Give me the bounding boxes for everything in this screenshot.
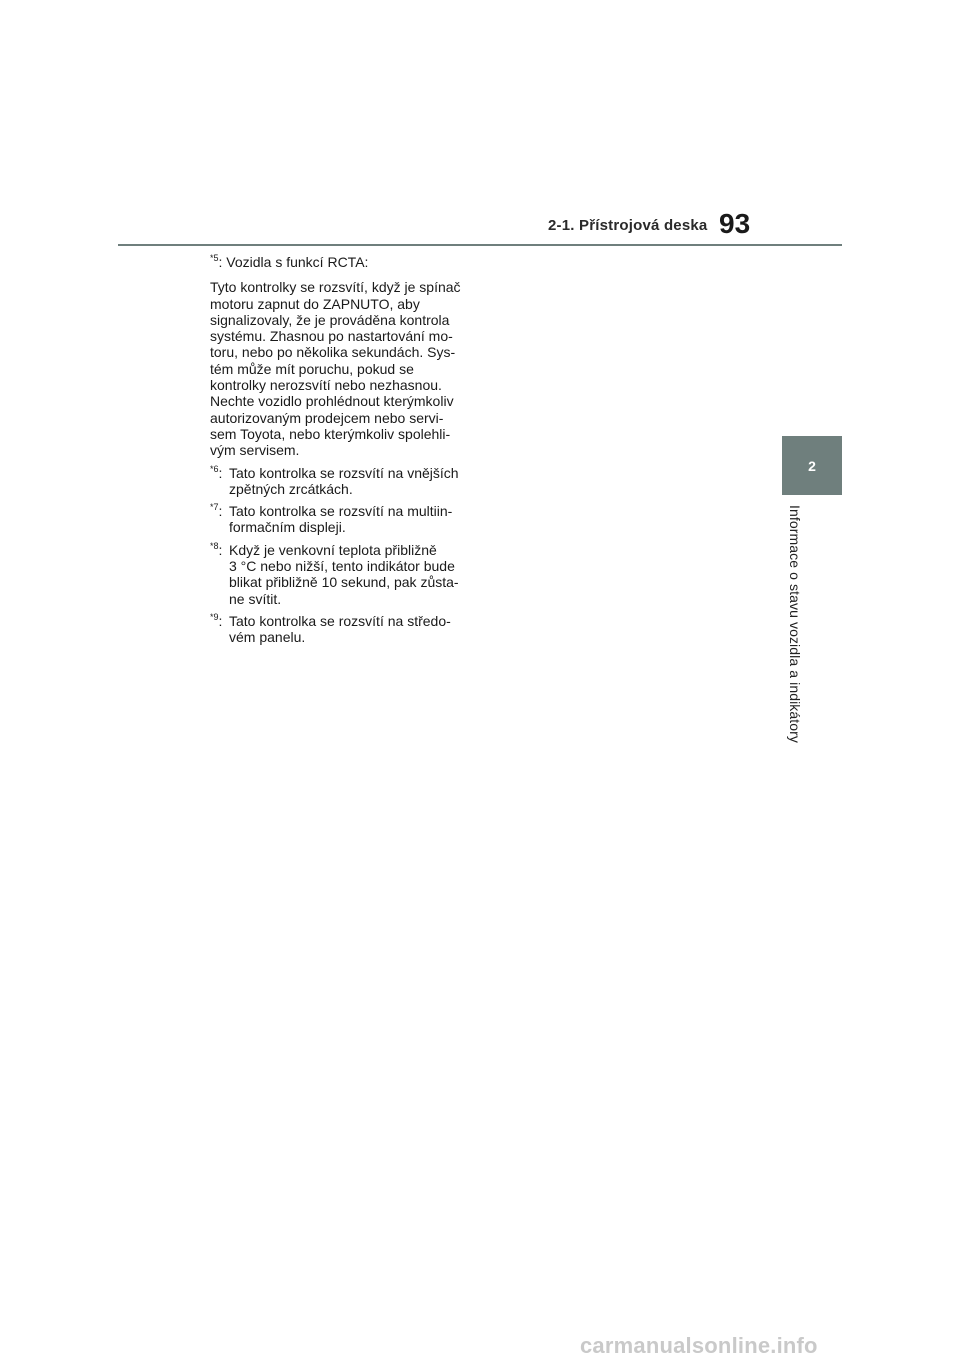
body-line: signalizovaly, že je prováděna kontrola <box>210 311 450 328</box>
footnote-marker: $^{*6}$: <box>210 463 223 481</box>
footnote-line: blikat přibližně 10 sekund, pak zůsta- <box>229 574 459 591</box>
body-line: autorizovaným prodejcem nebo servi- <box>210 409 444 426</box>
footnote-item <box>210 542 468 607</box>
page-content <box>210 254 468 652</box>
footnote-marker-number: *7 <box>210 502 219 513</box>
footnote-marker: $^{*7}$: <box>210 502 223 520</box>
footnote-line: Tato kontrolka se rozsvítí na středo- <box>229 612 451 629</box>
footnote-item <box>210 465 468 498</box>
footnote-line: formačním displeji. <box>229 519 346 536</box>
footnote-marker: *5 <box>210 253 219 263</box>
footnote-label-text: : Vozidla s funkcí RCTA: <box>218 254 369 270</box>
footnote-line: Tato kontrolka se rozsvítí na multiin- <box>229 503 453 520</box>
footnote-line: Tato kontrolka se rozsvítí na vnějších <box>229 464 459 481</box>
body-line: kontrolky nerozsvítí nebo nezhasnou. <box>210 377 442 394</box>
body-line: sem Toyota, nebo kterýmkoliv spolehli- <box>210 425 451 442</box>
header-rule <box>118 244 842 246</box>
chapter-tab[interactable] <box>782 436 842 495</box>
footnote-5-body <box>210 279 468 458</box>
body-line: vým servisem. <box>210 442 300 459</box>
page-number: 93 <box>719 208 751 239</box>
section-title: 2-1. Přístrojová deska <box>548 217 708 234</box>
body-line: Nechte vozidlo prohlédnout kterýmkoliv <box>210 393 454 410</box>
footnote-marker-number: *6 <box>210 463 219 474</box>
footnote-line: Když je venkovní teplota přibližně <box>229 541 437 558</box>
body-line: systému. Zhasnou po nastartování mo- <box>210 328 453 345</box>
footnote-item <box>210 503 468 536</box>
footnote-marker: $^{*8}$: <box>210 540 223 558</box>
chapter-label: Informace o stavu vozidla a indikátory <box>787 505 803 744</box>
footnote-marker: $^{*9}$: <box>210 611 223 629</box>
footnote-marker-number: *9 <box>210 611 219 622</box>
footnote-line: ne svítit. <box>229 590 282 607</box>
footnote-item <box>210 613 468 646</box>
body-line: motoru zapnut do ZAPNUTO, aby <box>210 295 420 312</box>
body-line: toru, nebo po několika sekundách. Sys- <box>210 344 456 361</box>
footnote-line: vém panelu. <box>229 629 306 646</box>
footnote-list <box>210 465 468 646</box>
body-line: tém může mít poruchu, pokud se <box>210 360 414 377</box>
footnote-line: 3 °C nebo nižší, tento indikátor bude <box>229 558 455 575</box>
watermark: carmanualsonline.info <box>580 1333 818 1358</box>
footnote-line: zpětných zrcátkách. <box>229 480 353 497</box>
chapter-number: 2 <box>808 458 816 474</box>
body-line: Tyto kontrolky se rozsvítí, když je spínač <box>210 279 461 296</box>
footnote-marker-number: *8 <box>210 540 219 551</box>
footnote-5-label <box>210 254 468 270</box>
